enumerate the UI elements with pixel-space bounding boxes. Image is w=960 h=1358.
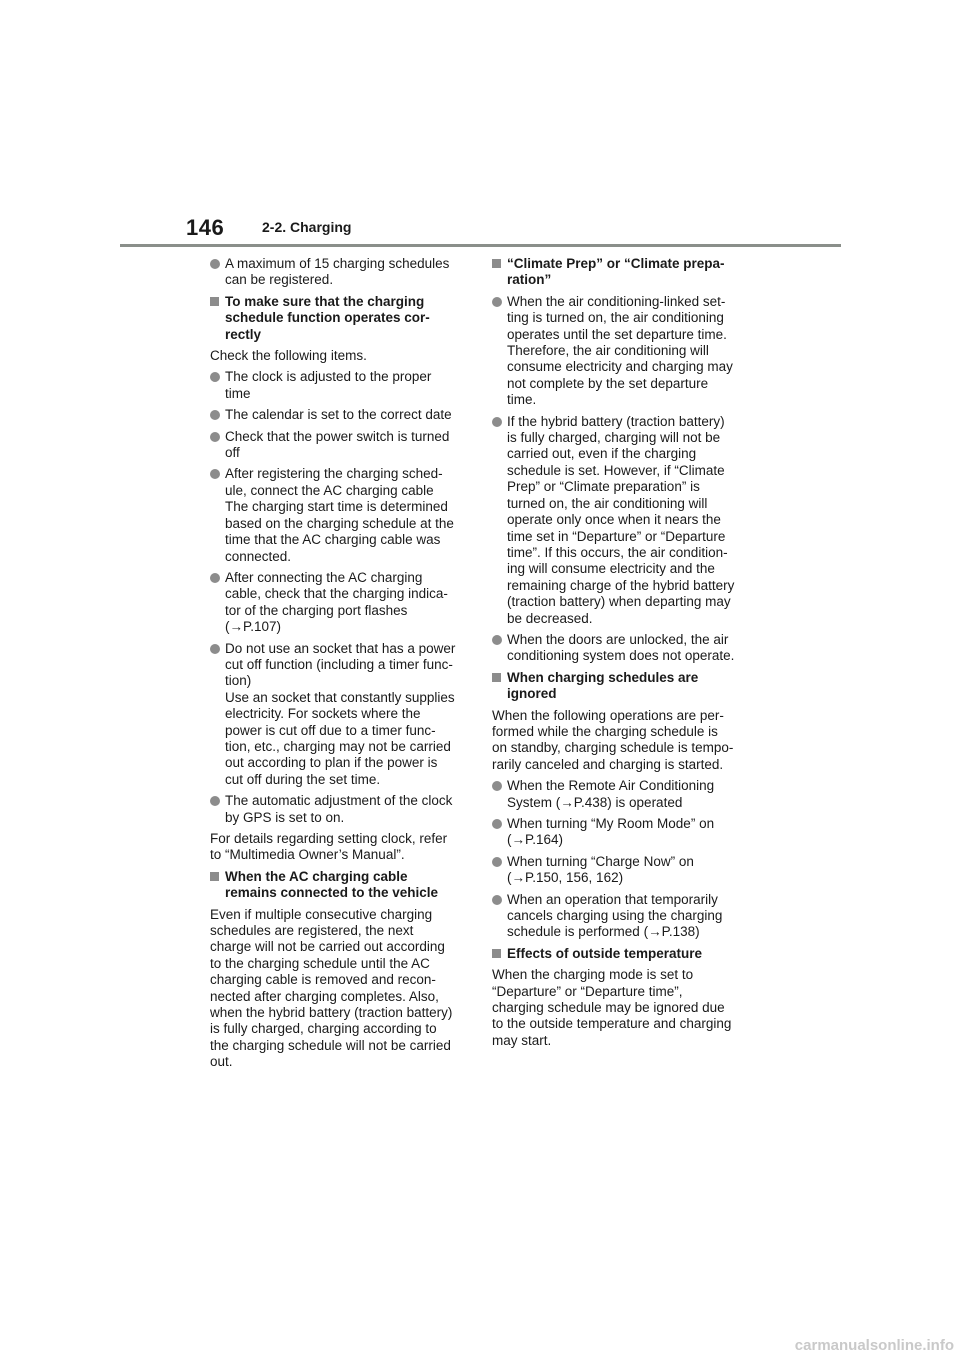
right-column <box>492 256 752 1054</box>
text-line: time. <box>507 392 537 408</box>
text-line: not complete by the set departure <box>507 375 709 391</box>
text-line: ration” <box>507 272 552 288</box>
text-line: The clock is adjusted to the proper <box>225 369 432 385</box>
text-line: When the AC charging cable <box>225 868 408 884</box>
text-line: Prep” or “Climate preparation” is <box>507 479 700 495</box>
text-line: ing will consume electricity and the <box>507 561 715 577</box>
text-line: When the following operations are per- <box>492 707 724 723</box>
text-line: operate only once when it nears the <box>507 512 721 528</box>
text-line: Even if multiple consecutive charging <box>210 906 433 922</box>
text-line: schedules are registered, the next <box>210 923 414 939</box>
bullet-item <box>492 816 752 849</box>
bullet-item <box>492 778 752 811</box>
text-line: by GPS is set to on. <box>225 809 345 825</box>
text-line: carried out, even if the charging <box>507 446 697 462</box>
text-line: cut off during the set time. <box>225 771 381 787</box>
bullet-item <box>492 632 752 665</box>
section-heading <box>492 946 752 962</box>
text-line: (traction battery) when departing may <box>507 594 731 610</box>
text-line: After registering the charging sched- <box>225 466 443 482</box>
section-heading <box>210 869 470 902</box>
text-line: schedule is performed (→P.138) <box>507 924 700 940</box>
text-line: For details regarding setting clock, refer <box>210 831 448 846</box>
text-line: Therefore, the air conditioning will <box>507 343 709 359</box>
bullet-item <box>210 369 470 402</box>
text-line: be decreased. <box>507 610 593 626</box>
text-line: out. <box>210 1054 233 1070</box>
text-line: When turning “My Room Mode” on <box>507 816 715 831</box>
text-line: Check that the power switch is turned <box>225 428 450 444</box>
section-heading <box>210 294 470 343</box>
paragraph <box>210 831 470 864</box>
bullet-item <box>210 256 470 289</box>
header-rule <box>120 244 841 247</box>
text-line: ignored <box>507 686 557 702</box>
text-line: To make sure that the charging <box>225 293 425 309</box>
text-line: nected after charging completes. Also, <box>210 988 439 1004</box>
text-line: When the doors are unlocked, the air <box>507 631 729 647</box>
text-line: cancels charging using the charging <box>507 908 723 924</box>
watermark: carmanualsonline.info <box>794 1337 954 1354</box>
bullet-item <box>492 854 752 887</box>
text-line: is fully charged, charging according to <box>210 1021 437 1037</box>
text-line: Do not use an socket that has a power <box>225 640 456 656</box>
text-line: If the hybrid battery (traction battery) <box>507 413 725 429</box>
text-line: is fully charged, charging will not be <box>507 430 721 446</box>
paragraph <box>492 967 752 1049</box>
paragraph <box>492 708 752 774</box>
text-line: Use an socket that constantly supplies <box>225 689 455 705</box>
text-line: may start. <box>492 1032 552 1048</box>
text-line: cut off function (including a timer func- <box>225 656 453 672</box>
text-line: Effects of outside temperature <box>507 945 703 961</box>
text-line: schedule is set. However, if “Climate <box>507 462 725 478</box>
text-line: charging schedule may be ignored due <box>492 1000 725 1016</box>
text-line: Check the following items. <box>210 348 367 364</box>
text-line: A maximum of 15 charging schedules <box>225 256 450 271</box>
text-line: consume electricity and charging may <box>507 359 733 375</box>
text-line: to the outside temperature and charging <box>492 1016 732 1032</box>
text-line: tor of the charging port flashes <box>225 602 408 618</box>
text-line: time <box>225 385 251 401</box>
text-line: After connecting the AC charging <box>225 569 423 585</box>
left-column <box>210 256 470 1076</box>
text-line: remains connected to the vehicle <box>225 885 439 901</box>
bullet-item <box>210 466 470 564</box>
text-line: connected. <box>225 548 292 564</box>
bullet-item <box>492 892 752 941</box>
text-line: When turning “Charge Now” on <box>507 853 694 869</box>
text-line: off <box>225 445 240 461</box>
text-line: on standby, charging schedule is tempo- <box>492 740 734 756</box>
text-line: operates until the set departure time. <box>507 326 727 342</box>
paragraph <box>210 348 470 364</box>
section-heading <box>492 670 752 703</box>
text-line: “Departure” or “Departure time”, <box>492 983 683 999</box>
text-line: System (→P.438) is operated <box>507 794 683 810</box>
text-line: conditioning system does not operate. <box>507 648 735 664</box>
text-line: to the charging schedule until the AC <box>210 955 430 971</box>
text-line: cable, check that the charging indica- <box>225 586 448 602</box>
text-line: ting is turned on, the air conditioning <box>507 310 724 326</box>
text-line: (→P.164) <box>507 832 564 848</box>
text-line: When the air conditioning-linked set- <box>507 293 726 309</box>
bullet-item <box>210 429 470 462</box>
text-line: time that the AC charging cable was <box>225 532 441 548</box>
text-line: to “Multimedia Owner’s Manual”. <box>210 847 405 863</box>
bullet-item <box>210 407 470 423</box>
text-line: When an operation that temporarily <box>507 891 718 907</box>
text-line: The automatic adjustment of the clock <box>225 793 453 809</box>
text-line: power is cut off due to a timer func- <box>225 722 436 738</box>
text-line: rarily canceled and charging is started. <box>492 756 724 772</box>
text-line: based on the charging schedule at the <box>225 515 454 531</box>
bullet-item <box>210 793 470 826</box>
section-heading <box>492 256 752 289</box>
text-line: rectly <box>225 326 262 342</box>
paragraph <box>210 907 470 1071</box>
text-line: the charging schedule will not be carried <box>210 1037 451 1053</box>
text-line: (→P.107) <box>225 619 282 635</box>
text-line: ule, connect the AC charging cable <box>225 482 434 498</box>
bullet-item <box>492 294 752 409</box>
text-line: can be registered. <box>225 272 334 288</box>
text-line: The calendar is set to the correct date <box>225 407 452 423</box>
bullet-item <box>492 414 752 627</box>
text-line: tion) <box>225 673 252 689</box>
text-line: (→P.150, 156, 162) <box>507 870 624 886</box>
text-line: formed while the charging schedule is <box>492 723 718 739</box>
text-line: schedule function operates cor- <box>225 310 430 326</box>
text-line: tion, etc., charging may not be carried <box>225 738 451 754</box>
text-line: time”. If this occurs, the air condition- <box>507 544 728 560</box>
text-line: When the Remote Air Conditioning <box>507 778 715 794</box>
text-line: turned on, the air conditioning will <box>507 495 708 511</box>
page-number: 146 <box>186 215 225 240</box>
bullet-item <box>210 570 470 636</box>
text-line: When charging schedules are <box>507 669 699 685</box>
text-line: charge will not be carried out according <box>210 939 445 955</box>
text-line: When the charging mode is set to <box>492 967 694 983</box>
bullet-item <box>210 641 470 789</box>
text-line: time set in “Departure” or “Departure <box>507 528 726 544</box>
section-title: 2-2. Charging <box>262 219 352 235</box>
text-line: remaining charge of the hybrid battery <box>507 577 735 593</box>
text-line: The charging start time is determined <box>225 499 448 515</box>
text-line: out according to plan if the power is <box>225 755 438 771</box>
text-line: when the hybrid battery (traction battery) <box>210 1005 453 1021</box>
text-line: charging cable is removed and recon- <box>210 972 436 988</box>
text-line: “Climate Prep” or “Climate prepa- <box>507 256 725 271</box>
text-line: electricity. For sockets where the <box>225 706 421 722</box>
